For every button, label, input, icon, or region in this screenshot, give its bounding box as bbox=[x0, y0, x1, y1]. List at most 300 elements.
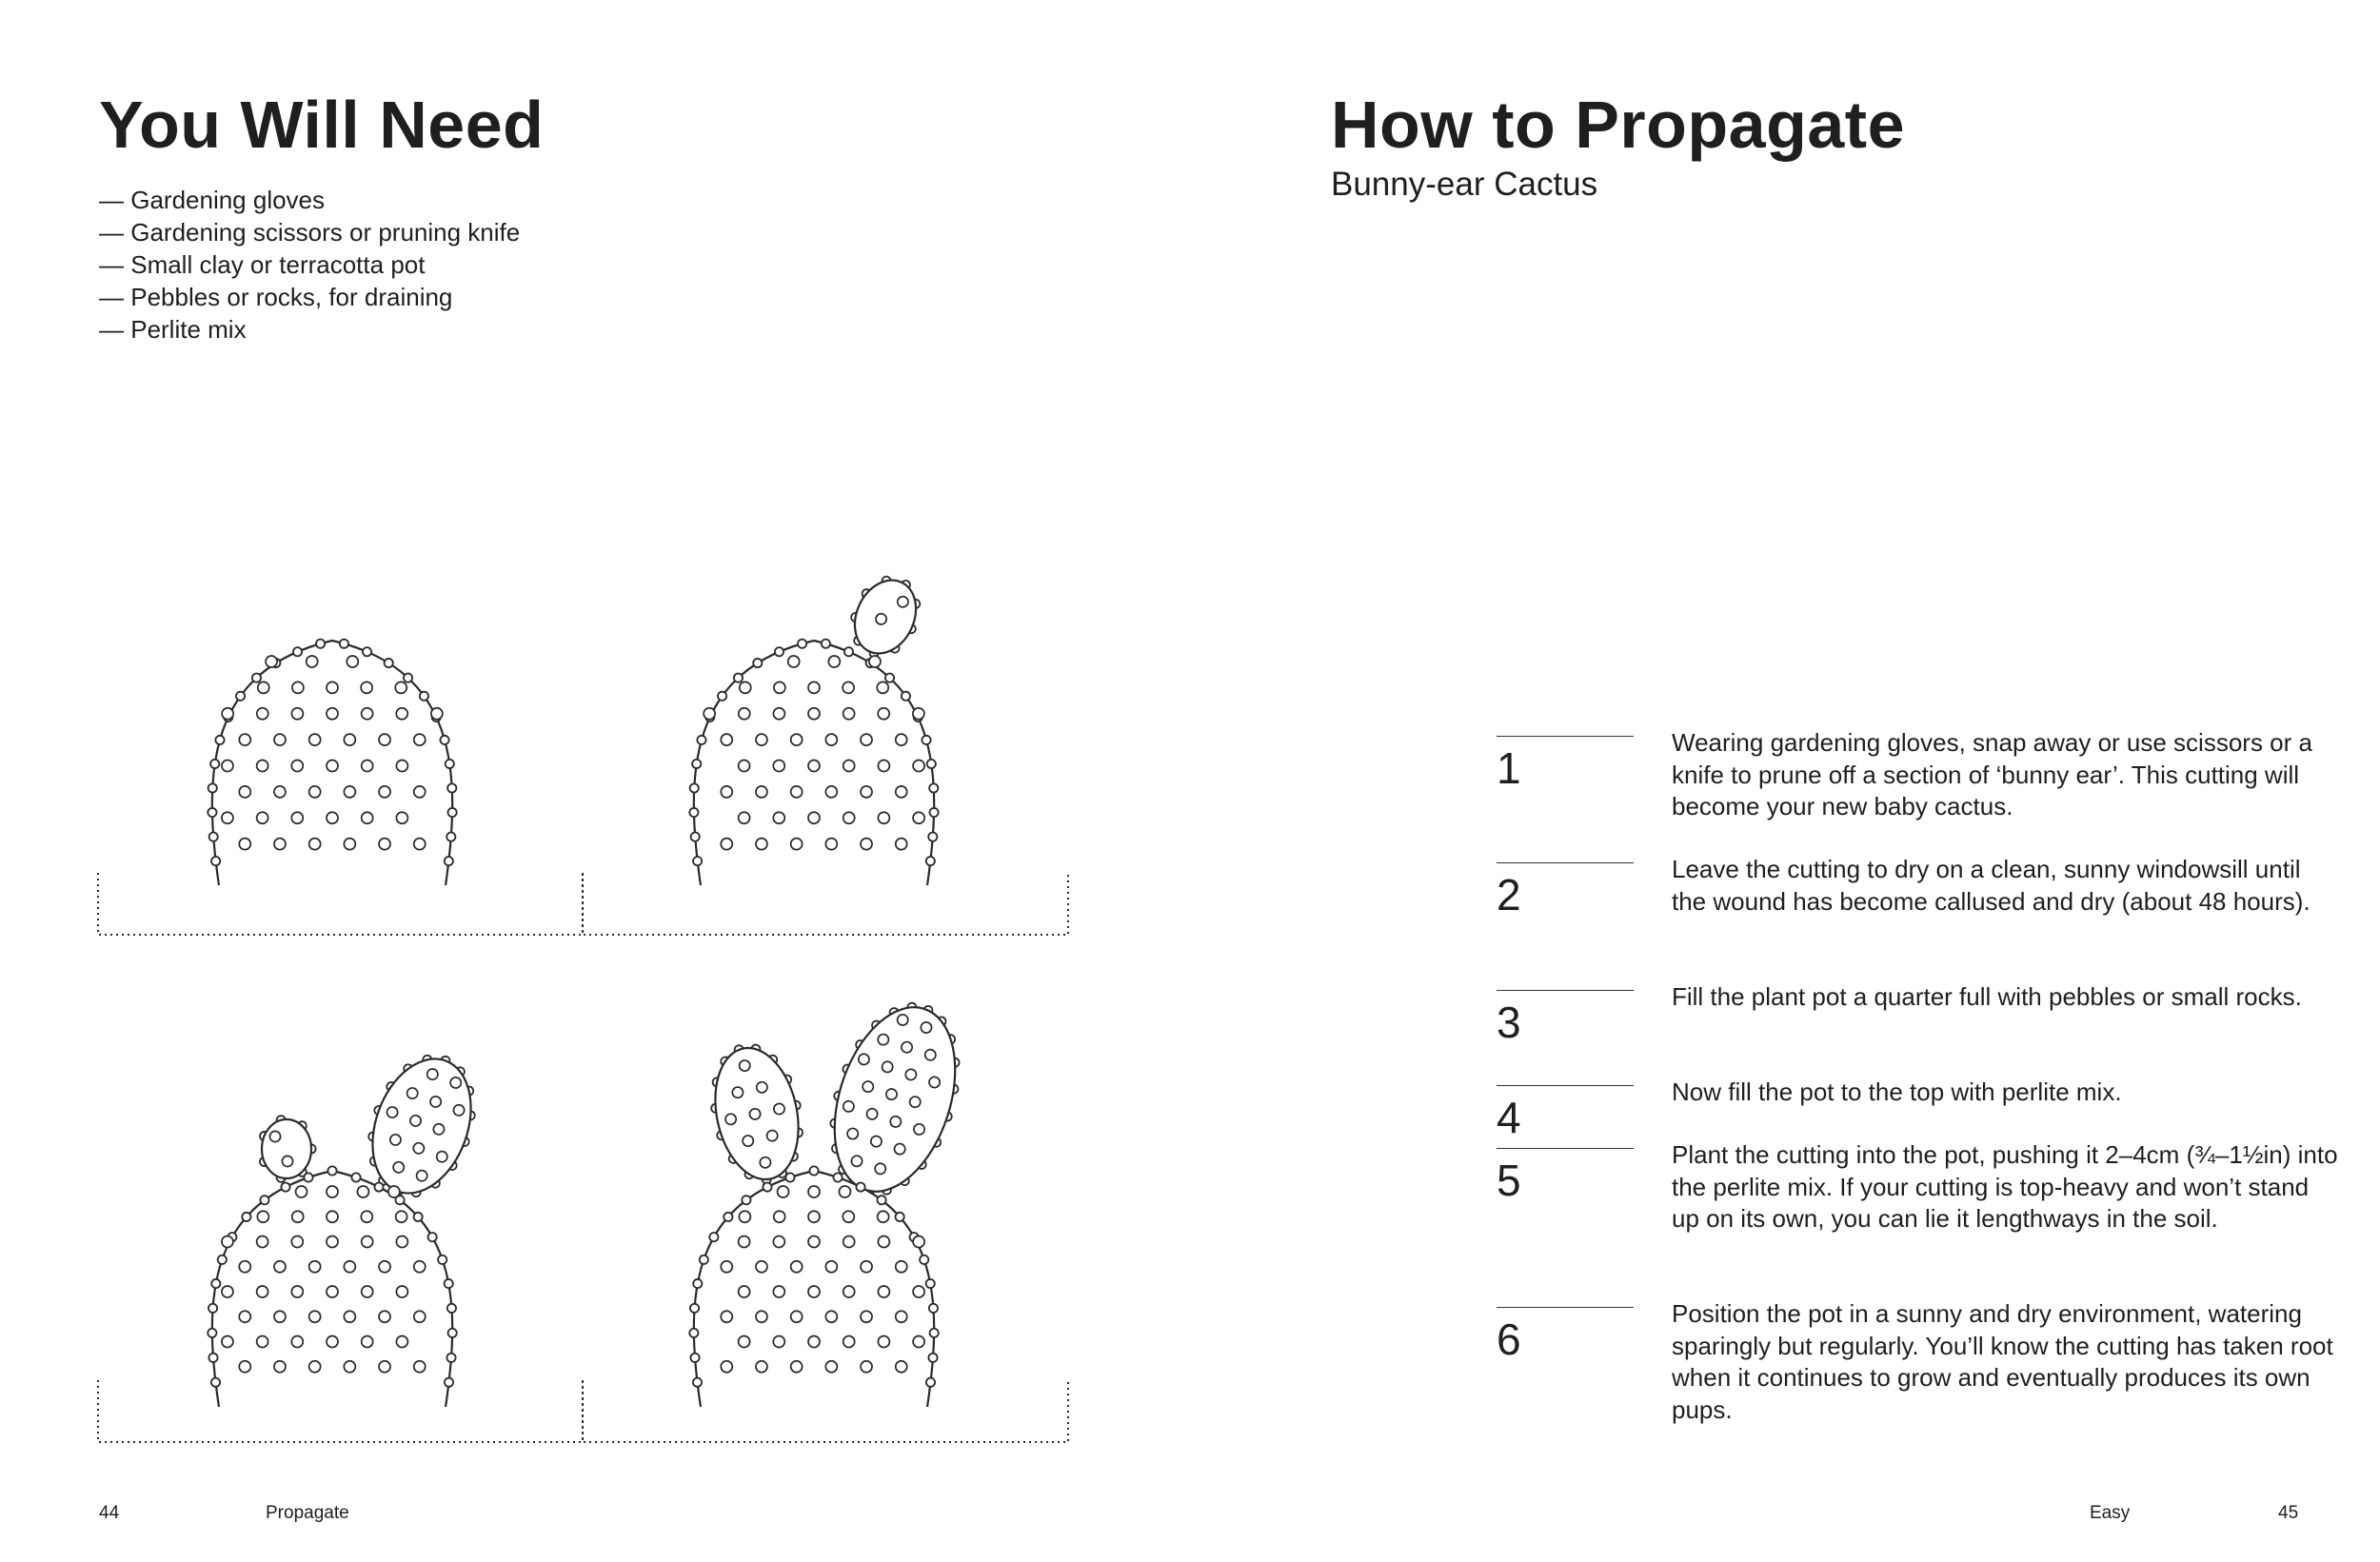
spine-bump bbox=[304, 1173, 312, 1181]
spine-bump bbox=[446, 1354, 455, 1362]
areole-dot bbox=[357, 1186, 368, 1197]
right-page-number: 45 bbox=[2278, 1503, 2299, 1523]
areole-dot bbox=[861, 839, 872, 850]
areole-dot bbox=[222, 1336, 233, 1348]
areole-dot bbox=[222, 812, 233, 823]
areole-dot bbox=[344, 839, 355, 850]
left-section-label: Propagate bbox=[266, 1503, 349, 1523]
areole-dot bbox=[344, 1361, 355, 1373]
areole-dot bbox=[274, 786, 286, 798]
spine-bump bbox=[718, 692, 726, 701]
difficulty-label: Easy bbox=[2090, 1503, 2131, 1523]
areole-dot bbox=[704, 708, 715, 720]
spine-bump bbox=[414, 1213, 423, 1221]
spine-bump bbox=[211, 1279, 220, 1288]
areole-dot bbox=[913, 761, 924, 772]
spine-bump bbox=[693, 1378, 702, 1387]
areole-dot bbox=[274, 1261, 286, 1273]
areole-dot bbox=[362, 708, 373, 720]
spine-bump bbox=[753, 659, 762, 667]
areole-dot bbox=[239, 734, 250, 745]
areole-dot bbox=[327, 1186, 338, 1197]
spine-bump bbox=[363, 647, 371, 656]
areole-dot bbox=[282, 1156, 292, 1166]
areole-dot bbox=[861, 1261, 872, 1273]
areole-dot bbox=[291, 1286, 303, 1297]
areole-dot bbox=[861, 1361, 872, 1373]
spine-bump bbox=[208, 808, 216, 817]
spine-bump bbox=[902, 692, 910, 701]
areole-dot bbox=[307, 656, 318, 667]
areole-dot bbox=[825, 1311, 837, 1322]
spine-bump bbox=[690, 1304, 699, 1313]
areole-dot bbox=[896, 786, 907, 798]
areole-dot bbox=[878, 1211, 889, 1222]
areole-dot bbox=[258, 682, 269, 693]
areole-dot bbox=[362, 812, 373, 823]
areole-dot bbox=[825, 1261, 837, 1273]
spine-bump bbox=[929, 1304, 938, 1313]
spine-bump bbox=[691, 833, 700, 841]
supplies-item: — Gardening gloves bbox=[99, 186, 326, 214]
areole-dot bbox=[362, 761, 373, 772]
areole-dot bbox=[843, 812, 855, 823]
areole-dot bbox=[913, 708, 924, 720]
areole-dot bbox=[362, 1286, 373, 1297]
areole-dot bbox=[395, 682, 407, 693]
areole-dot bbox=[721, 734, 732, 745]
areole-dot bbox=[239, 1261, 250, 1273]
spine-bump bbox=[208, 1329, 216, 1337]
step-number: 1 bbox=[1497, 743, 1521, 793]
areole-dot bbox=[773, 812, 784, 823]
areole-dot bbox=[773, 761, 784, 772]
areole-dot bbox=[274, 734, 286, 745]
areole-dot bbox=[257, 1336, 268, 1348]
areole-dot bbox=[274, 1361, 286, 1373]
areole-dot bbox=[222, 1236, 233, 1248]
areole-dot bbox=[896, 734, 907, 745]
cactus-stage-2 bbox=[689, 565, 938, 885]
spine-bump bbox=[822, 640, 830, 648]
areole-dot bbox=[825, 734, 837, 745]
areole-dot bbox=[344, 1261, 355, 1273]
areole-dot bbox=[843, 1211, 854, 1222]
areole-dot bbox=[291, 812, 303, 823]
step-text: Now fill the pot to the top with perlite mix. bbox=[1672, 1078, 2122, 1106]
areole-dot bbox=[877, 682, 888, 693]
areole-dot bbox=[379, 839, 390, 850]
areole-dot bbox=[396, 1286, 407, 1297]
spine-bump bbox=[447, 808, 456, 817]
areole-dot bbox=[396, 1236, 407, 1248]
areole-dot bbox=[825, 839, 837, 850]
areole-dot bbox=[913, 812, 924, 823]
areole-dot bbox=[222, 1286, 233, 1297]
spine-bump bbox=[208, 1304, 217, 1313]
areole-dot bbox=[808, 1336, 820, 1348]
spine-bump bbox=[930, 1329, 939, 1337]
spine-bump bbox=[920, 1256, 928, 1264]
step-divider bbox=[1497, 1148, 1634, 1149]
areole-dot bbox=[791, 839, 803, 850]
areole-dot bbox=[414, 1311, 426, 1322]
areole-dot bbox=[222, 761, 233, 772]
step-text: Plant the cutting into the pot, pushing it 2–4cm (¾–1½in) into the perlite mix. If your cutting is top-heavy and won’t stand up on its own, you can lie it lengthways in the soil. bbox=[1672, 1140, 2338, 1233]
plant-name-subtitle: Bunny-ear Cactus bbox=[1331, 166, 1598, 203]
areole-dot bbox=[257, 1236, 268, 1248]
areole-dot bbox=[808, 1211, 820, 1222]
spine-bump bbox=[922, 736, 930, 744]
spine-bump bbox=[428, 1233, 437, 1241]
step-text: Position the pot in a sunny and dry environment, watering sparingly but regularly. You’ll know the cutting has taken root when it continues to grow and eventually produces its own pups. bbox=[1672, 1299, 2333, 1424]
step-number: 4 bbox=[1497, 1093, 1521, 1142]
areole-dot bbox=[913, 1286, 924, 1297]
areole-dot bbox=[825, 786, 837, 798]
areole-dot bbox=[896, 1311, 907, 1322]
areole-dot bbox=[291, 761, 303, 772]
areole-dot bbox=[843, 1336, 855, 1348]
spine-bump bbox=[896, 1213, 904, 1221]
areole-dot bbox=[843, 1236, 855, 1248]
spine-bump bbox=[420, 692, 428, 701]
areole-dot bbox=[388, 1186, 400, 1197]
areole-dot bbox=[239, 786, 250, 798]
areole-dot bbox=[257, 708, 268, 720]
spine-bump bbox=[885, 673, 894, 682]
areole-dot bbox=[309, 786, 321, 798]
spine-bump bbox=[734, 673, 743, 682]
areole-dot bbox=[791, 734, 803, 745]
areole-dot bbox=[291, 1336, 303, 1348]
areole-dot bbox=[292, 1211, 304, 1222]
step-divider bbox=[1497, 862, 1634, 863]
areole-dot bbox=[756, 1261, 767, 1273]
areole-dot bbox=[773, 1236, 784, 1248]
areole-dot bbox=[739, 1336, 750, 1348]
spine-bump bbox=[327, 1166, 336, 1175]
spine-bump bbox=[447, 783, 456, 792]
areole-dot bbox=[825, 1361, 837, 1373]
spine-bump bbox=[926, 1279, 935, 1288]
areole-dot bbox=[362, 1236, 373, 1248]
spine-bump bbox=[404, 673, 412, 682]
right-page-title: How to Propagate bbox=[1331, 88, 1906, 162]
areole-dot bbox=[896, 1261, 907, 1273]
areole-dot bbox=[239, 1311, 250, 1322]
areole-dot bbox=[327, 761, 338, 772]
left-page-number: 44 bbox=[99, 1503, 120, 1523]
step-number: 6 bbox=[1497, 1315, 1521, 1364]
spine-bump bbox=[844, 647, 853, 656]
spine-bump bbox=[293, 647, 302, 656]
areole-dot bbox=[739, 1211, 750, 1222]
spine-bump bbox=[690, 783, 699, 792]
areole-dot bbox=[396, 812, 407, 823]
spine-bump bbox=[927, 760, 936, 768]
areole-dot bbox=[739, 761, 750, 772]
spine-bump bbox=[689, 1329, 698, 1337]
spine-bump bbox=[928, 1354, 937, 1362]
areole-dot bbox=[740, 682, 751, 693]
spine-bump bbox=[385, 659, 393, 667]
spine-bump bbox=[210, 760, 219, 768]
spine-bump bbox=[209, 833, 218, 841]
spine-bump bbox=[833, 1173, 842, 1181]
areole-dot bbox=[379, 1361, 390, 1373]
cactus-stage-4 bbox=[689, 987, 982, 1407]
areole-dot bbox=[721, 1361, 732, 1373]
areole-dot bbox=[878, 812, 889, 823]
spine-bump bbox=[438, 1256, 446, 1264]
areole-dot bbox=[327, 812, 338, 823]
areole-dot bbox=[414, 839, 426, 850]
areole-dot bbox=[296, 1186, 307, 1197]
spine-bump bbox=[446, 760, 454, 768]
step-number: 5 bbox=[1497, 1156, 1521, 1205]
areole-dot bbox=[379, 1311, 390, 1322]
areole-dot bbox=[361, 1211, 372, 1222]
areole-dot bbox=[878, 1236, 889, 1248]
areole-dot bbox=[756, 839, 767, 850]
areole-dot bbox=[309, 1261, 321, 1273]
areole-dot bbox=[896, 839, 907, 850]
areole-dot bbox=[344, 786, 355, 798]
areole-dot bbox=[808, 761, 820, 772]
areole-dot bbox=[361, 682, 372, 693]
spine-bump bbox=[763, 1182, 771, 1191]
areole-dot bbox=[269, 1131, 280, 1141]
areole-dot bbox=[739, 708, 750, 720]
spine-bump bbox=[928, 833, 937, 841]
areole-dot bbox=[396, 708, 407, 720]
areole-dot bbox=[239, 839, 250, 850]
spine-bump bbox=[215, 736, 224, 744]
cactus-pad-outline bbox=[262, 1119, 311, 1178]
areole-dot bbox=[878, 1286, 889, 1297]
spine-bump bbox=[448, 1329, 457, 1337]
areole-dot bbox=[414, 786, 426, 798]
areole-dot bbox=[861, 734, 872, 745]
cactus-stage-1 bbox=[208, 640, 456, 885]
areole-dot bbox=[292, 682, 304, 693]
areole-dot bbox=[808, 1186, 820, 1197]
areole-dot bbox=[222, 708, 233, 720]
areole-dot bbox=[756, 1311, 767, 1322]
areole-dot bbox=[839, 1186, 850, 1197]
areole-dot bbox=[828, 656, 840, 667]
spine-bump bbox=[445, 1279, 453, 1288]
spine-bump bbox=[208, 783, 217, 792]
areole-dot bbox=[861, 786, 872, 798]
step-text: Fill the plant pot a quarter full with pebbles or small rocks. bbox=[1672, 982, 2302, 1011]
areole-dot bbox=[239, 1361, 250, 1373]
areole-dot bbox=[257, 812, 268, 823]
areole-dot bbox=[379, 786, 390, 798]
areole-dot bbox=[739, 1286, 750, 1297]
spine-bump bbox=[926, 1378, 935, 1387]
areole-dot bbox=[778, 1186, 789, 1197]
areole-dot bbox=[274, 839, 286, 850]
areole-dot bbox=[756, 786, 767, 798]
spine-bump bbox=[445, 1378, 453, 1387]
areole-dot bbox=[414, 734, 426, 745]
areole-dot bbox=[808, 1236, 820, 1248]
areole-dot bbox=[257, 761, 268, 772]
supplies-item: — Small clay or terracotta pot bbox=[99, 250, 426, 279]
spine-bump bbox=[877, 1196, 885, 1204]
spine-bump bbox=[775, 647, 783, 656]
spine-bump bbox=[211, 857, 220, 865]
supplies-item: — Perlite mix bbox=[99, 315, 247, 344]
areole-dot bbox=[274, 1311, 286, 1322]
spine-bump bbox=[211, 1378, 220, 1387]
spine-bump bbox=[446, 833, 455, 841]
areole-dot bbox=[808, 708, 820, 720]
spine-bump bbox=[281, 1182, 289, 1191]
areole-dot bbox=[913, 1236, 924, 1248]
spine-bump bbox=[856, 1182, 864, 1191]
areole-dot bbox=[808, 1286, 820, 1297]
areole-dot bbox=[791, 786, 803, 798]
left-page-title: You Will Need bbox=[99, 88, 545, 162]
areole-dot bbox=[791, 1361, 803, 1373]
areole-dot bbox=[843, 1286, 855, 1297]
step-number: 3 bbox=[1497, 998, 1521, 1047]
spine-bump bbox=[709, 1233, 718, 1241]
areole-dot bbox=[808, 812, 820, 823]
spine-bump bbox=[926, 857, 935, 865]
spine-bump bbox=[316, 640, 325, 648]
areole-dot bbox=[291, 1236, 303, 1248]
spine-bump bbox=[689, 808, 698, 817]
areole-dot bbox=[291, 708, 303, 720]
areole-dot bbox=[878, 1336, 889, 1348]
areole-dot bbox=[869, 656, 881, 667]
areole-dot bbox=[791, 1261, 803, 1273]
areole-dot bbox=[843, 761, 855, 772]
step-divider bbox=[1497, 736, 1634, 737]
spine-bump bbox=[724, 1213, 732, 1221]
areole-dot bbox=[344, 1311, 355, 1322]
areole-dot bbox=[327, 1286, 338, 1297]
spine-bump bbox=[798, 640, 806, 648]
areole-dot bbox=[327, 708, 338, 720]
areole-dot bbox=[808, 682, 820, 693]
areole-dot bbox=[843, 682, 854, 693]
areole-dot bbox=[362, 1336, 373, 1348]
spine-bump bbox=[447, 1304, 456, 1313]
areole-dot bbox=[414, 1361, 426, 1373]
areole-dot bbox=[896, 1361, 907, 1373]
areole-dot bbox=[721, 839, 732, 850]
areole-dot bbox=[309, 1311, 321, 1322]
step-text: Leave the cutting to dry on a clean, sunny windowsill until the wound has become callused and dry (about 48 hours). bbox=[1672, 855, 2311, 916]
areole-dot bbox=[756, 1361, 767, 1373]
areole-dot bbox=[396, 1336, 407, 1348]
spine-bump bbox=[440, 736, 448, 744]
areole-dot bbox=[773, 1286, 784, 1297]
spine-bump bbox=[697, 736, 705, 744]
areole-dot bbox=[739, 1236, 750, 1248]
spine-bump bbox=[260, 1196, 268, 1204]
spine-bump bbox=[742, 1196, 750, 1204]
areole-dot bbox=[266, 656, 277, 667]
spine-bump bbox=[351, 1173, 360, 1181]
areole-dot bbox=[257, 1211, 268, 1222]
spine-bump bbox=[208, 1354, 217, 1362]
areole-dot bbox=[788, 656, 800, 667]
areole-dot bbox=[344, 734, 355, 745]
step-text: Wearing gardening gloves, snap away or use scissors or a knife to prune off a section of ‘bunny ear’. This cutting will become your new baby cactus. bbox=[1672, 728, 2312, 821]
spine-bump bbox=[929, 783, 938, 792]
spine-bump bbox=[374, 1182, 383, 1191]
spine-bump bbox=[340, 640, 348, 648]
spine-bump bbox=[809, 1166, 818, 1175]
spine-bump bbox=[693, 857, 702, 865]
areole-dot bbox=[327, 1336, 338, 1348]
spine-bump bbox=[692, 760, 701, 768]
spine-bump bbox=[445, 857, 453, 865]
spine-bump bbox=[929, 808, 938, 817]
areole-dot bbox=[379, 1261, 390, 1273]
areole-dot bbox=[773, 1336, 784, 1348]
spine-bump bbox=[236, 692, 245, 701]
cactus-stage-3 bbox=[208, 1039, 494, 1407]
step-divider bbox=[1497, 990, 1634, 991]
supplies-item: — Gardening scissors or pruning knife bbox=[99, 218, 521, 247]
spine-bump bbox=[252, 673, 261, 682]
cactus-pad-outline bbox=[355, 1045, 488, 1207]
step-divider bbox=[1497, 1085, 1634, 1086]
step-number: 2 bbox=[1497, 870, 1521, 919]
areole-dot bbox=[327, 682, 338, 693]
spine-bump bbox=[690, 1354, 699, 1362]
areole-dot bbox=[379, 734, 390, 745]
areole-dot bbox=[327, 1236, 338, 1248]
areole-dot bbox=[774, 1211, 785, 1222]
areole-dot bbox=[431, 708, 443, 720]
areole-dot bbox=[309, 734, 321, 745]
areole-dot bbox=[396, 761, 407, 772]
areole-dot bbox=[861, 1311, 872, 1322]
areole-dot bbox=[414, 1261, 426, 1273]
areole-dot bbox=[396, 1211, 407, 1222]
areole-dot bbox=[878, 761, 889, 772]
spine-bump bbox=[218, 1256, 227, 1264]
areole-dot bbox=[721, 1311, 732, 1322]
areole-dot bbox=[773, 708, 784, 720]
areole-dot bbox=[257, 1286, 268, 1297]
supplies-item: — Pebbles or rocks, for draining bbox=[99, 283, 453, 311]
areole-dot bbox=[309, 839, 321, 850]
step-divider bbox=[1497, 1307, 1634, 1308]
spine-bump bbox=[693, 1279, 702, 1288]
areole-dot bbox=[327, 1211, 338, 1222]
spine-bump bbox=[242, 1213, 250, 1221]
areole-dot bbox=[721, 1261, 732, 1273]
areole-dot bbox=[739, 812, 750, 823]
areole-dot bbox=[878, 708, 889, 720]
spine-bump bbox=[785, 1173, 794, 1181]
areole-dot bbox=[347, 656, 358, 667]
areole-dot bbox=[843, 708, 855, 720]
areole-dot bbox=[721, 786, 732, 798]
spine-bump bbox=[700, 1256, 708, 1264]
areole-dot bbox=[913, 1336, 924, 1348]
areole-dot bbox=[309, 1361, 321, 1373]
areole-dot bbox=[774, 682, 785, 693]
